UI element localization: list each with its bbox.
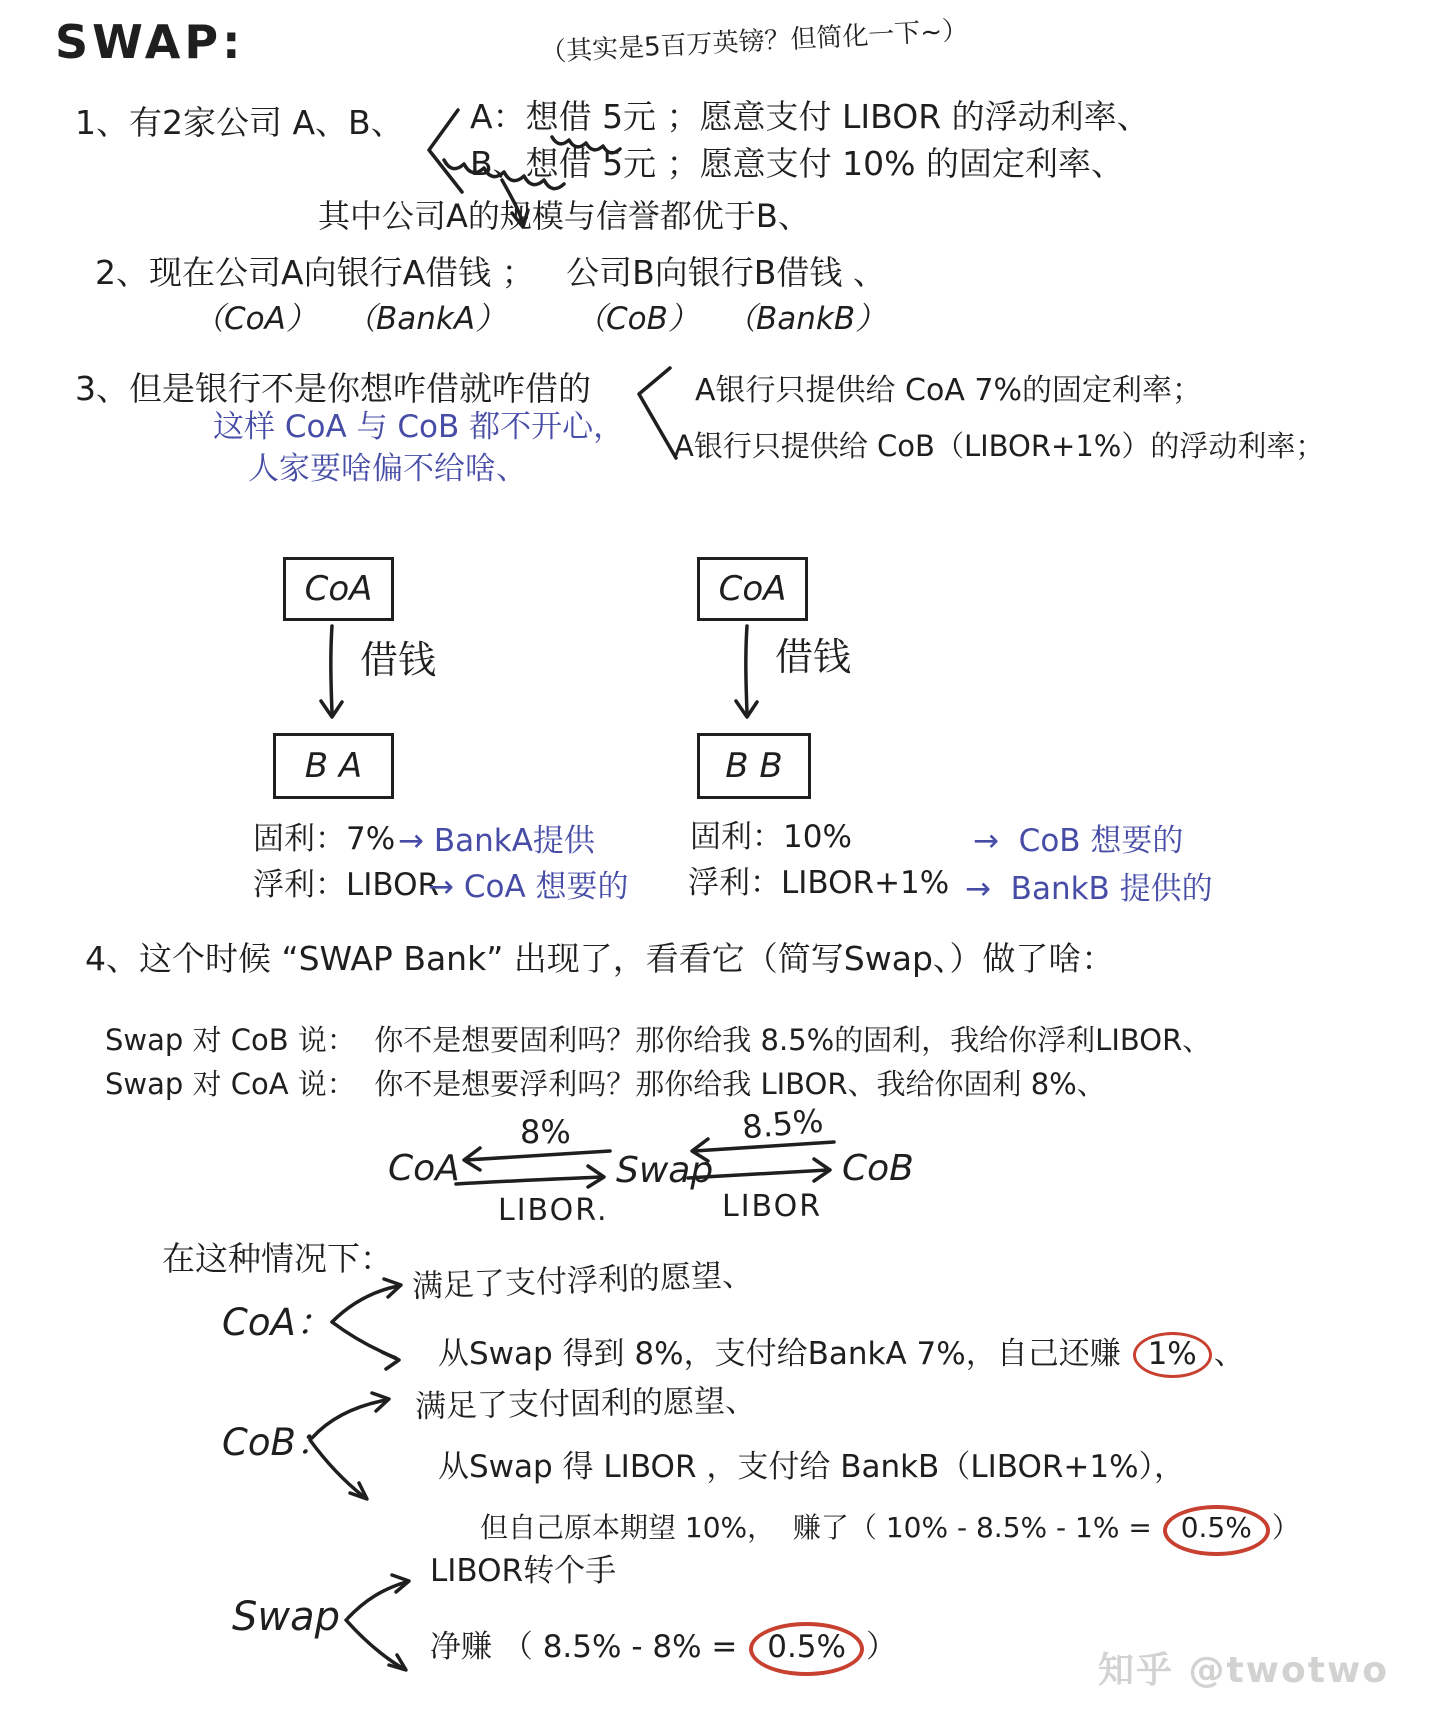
coa-profit-circled: 1%: [1133, 1332, 1212, 1378]
summary-swap-label: Swap: [232, 1594, 341, 1640]
summary-coa-label: CoA：: [222, 1301, 333, 1344]
item3-line: 3、但是银行不是你想咋借就咋借的: [75, 369, 591, 408]
cob-benefit-line2: 从Swap 得 LIBOR ，支付给 BankB（LIBOR+1%），: [438, 1449, 1186, 1485]
summary-heading: 在这种情况下：: [162, 1239, 393, 1278]
flow-label-8pct: 8%: [520, 1113, 571, 1151]
left-fixed-rate: 固利：7%: [253, 821, 396, 857]
item1-lead: 1、有2家公司 A、B、: [75, 103, 404, 142]
coa-box-left: CoA: [283, 557, 394, 621]
left-float-rate-note: → CoA 想要的: [428, 869, 629, 905]
swap-line2-text: 净赚 （ 8.5% - 8% =: [430, 1629, 748, 1665]
coa-benefit-line1: 满足了支付浮利的愿望、: [411, 1257, 754, 1305]
flow-node-swap: Swap: [616, 1150, 714, 1191]
flow-label-libor-left: LIBOR.: [498, 1193, 609, 1228]
swap-result-line1: LIBOR转个手: [430, 1553, 617, 1589]
item1-note: 其中公司A的规模与信誉都优于B、: [318, 197, 810, 235]
coa-line2-text: 从Swap 得到 8%，支付给BankA 7%，自己还赚: [438, 1336, 1131, 1372]
right-fixed-rate-note: → CoB 想要的: [973, 823, 1184, 859]
cob-benefit-line1: 满足了支付固利的愿望、: [414, 1383, 757, 1425]
item3-bank-line2: A银行只提供给 CoB（LIBOR+1%）的浮动利率；: [674, 429, 1325, 463]
right-float-rate: 浮利：LIBOR+1%: [688, 865, 950, 901]
borrow-label-right: 借钱: [775, 635, 852, 679]
item4-line: 4、这个时候 “SWAP Bank” 出现了，看看它（简写Swap、）做了啥：: [85, 939, 1115, 978]
right-fixed-rate: 固利：10%: [690, 819, 852, 855]
bank-a-box: B A: [273, 733, 394, 799]
swap-dialog-cob: Swap 对 CoB 说： 你不是想要固利吗？那你给我 8.5%的固利，我给你浮利LIBOR、: [105, 1023, 1212, 1057]
item2-label-banka: （BankA）: [345, 301, 507, 337]
item2-line: 2、现在公司A向银行A借钱 ； 公司B向银行B借钱 、: [95, 253, 886, 292]
summary-cob-label: CoB：: [222, 1421, 333, 1464]
watermark: 知乎 @twotwo: [1098, 1650, 1389, 1691]
swap-profit-circled: 0.5%: [749, 1622, 864, 1676]
item1-option-a: A：想借 5元 ；愿意支付 LIBOR 的浮动利率、: [470, 97, 1150, 136]
bank-b-box: B B: [697, 733, 811, 799]
item3-blue-note2: 人家要啥偏不给啥、: [248, 451, 527, 487]
cob-line3-text: 但自己原本期望 10%， 赚了（ 10% - 8.5% - 1% =: [480, 1511, 1161, 1544]
coa-line2-tail: 、: [1213, 1336, 1245, 1372]
borrow-arrow-left: [321, 626, 342, 717]
item1-option-b: B、想借 5元 ；愿意支付 10% 的固定利率、: [470, 144, 1124, 183]
flow-arrow-coa-to-swap: [456, 1166, 604, 1187]
item3-blue-note1: 这样 CoA 与 CoB 都不开心，: [213, 409, 625, 445]
coa-benefit-line2: [438, 1332, 1245, 1378]
swap-line2-tail: ）: [866, 1629, 897, 1665]
item1-brace: [429, 110, 462, 192]
flow-node-cob: CoB: [842, 1148, 914, 1189]
left-fixed-rate-note: → BankA提供: [398, 823, 595, 859]
borrow-arrow-right: [736, 626, 757, 717]
borrow-label-left: 借钱: [360, 638, 437, 682]
item2-label-coa: （CoA）: [193, 301, 317, 337]
swap-result-line2: [430, 1622, 897, 1676]
page-title: SWAP:: [55, 15, 245, 69]
swap-branch-arrows: [346, 1575, 409, 1670]
cob-line3-tail: ）: [1271, 1511, 1300, 1544]
flow-label-libor-right: LIBOR: [722, 1189, 823, 1224]
left-float-rate: 浮利：LIBOR: [253, 867, 440, 903]
item3-bank-line1: A银行只提供给 CoA 7%的固定利率；: [695, 373, 1203, 408]
item3-angle: [639, 368, 676, 458]
item2-label-bankb: （BankB）: [725, 301, 887, 337]
flow-node-coa: CoA: [388, 1148, 460, 1189]
right-float-rate-note: → BankB 提供的: [965, 871, 1213, 907]
swap-dialog-coa: Swap 对 CoA 说： 你不是想要浮利吗？那你给我 LIBOR、我给你固利 8%、: [105, 1067, 1106, 1101]
item2-label-cob: （CoB）: [575, 301, 699, 337]
flow-label-85pct: 8.5%: [740, 1101, 825, 1147]
coa-box-right: CoA: [697, 557, 808, 621]
coa-branch-arrows: [332, 1279, 401, 1369]
cob-benefit-line3: [480, 1505, 1300, 1556]
cob-profit-circled: 0.5%: [1163, 1505, 1270, 1556]
header-note: （其实是5百万英镑？但简化一下~）: [539, 15, 969, 69]
